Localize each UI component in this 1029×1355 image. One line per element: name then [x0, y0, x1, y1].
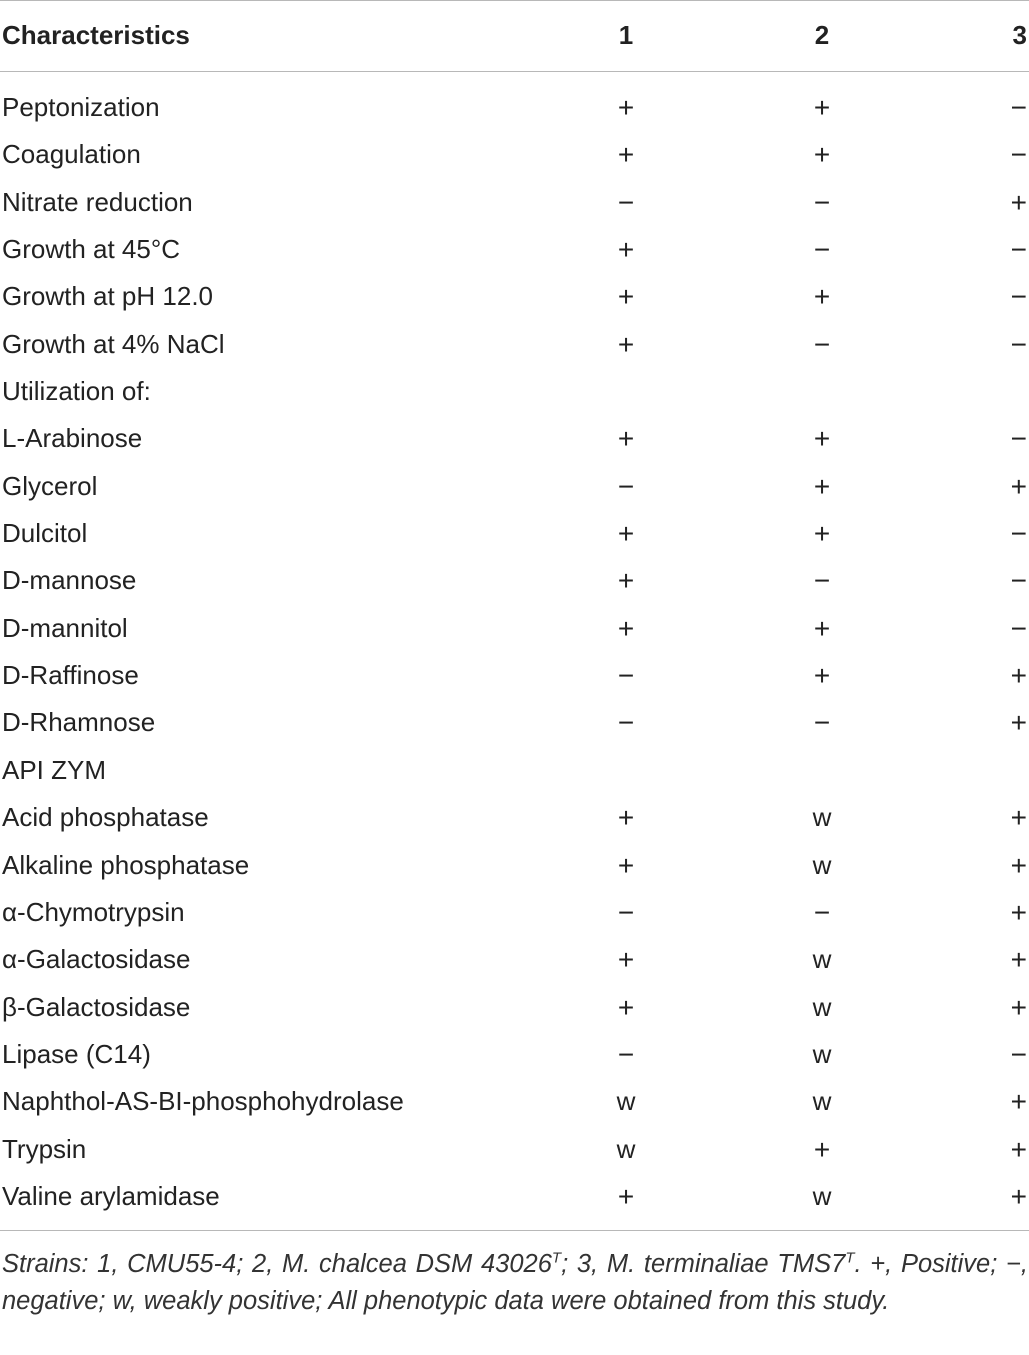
row-characteristic: α-Galactosidase [2, 944, 191, 975]
row-strain-2-value: w [812, 944, 832, 975]
table-row [0, 936, 1029, 983]
row-strain-1-value: + [617, 802, 635, 834]
table-row [0, 179, 1029, 226]
row-characteristic: Acid phosphatase [2, 802, 209, 833]
footnote-sup2: T [845, 1249, 855, 1267]
row-strain-3-value: + [1010, 470, 1027, 502]
row-strain-1-value: + [617, 944, 635, 976]
footnote-part2: ; 3, M. terminaliae TMS7 [561, 1250, 846, 1278]
row-strain-2-value: − [813, 328, 831, 360]
row-strain-3-value: + [1010, 991, 1027, 1023]
table-row [0, 463, 1029, 510]
row-characteristic: D-Raffinose [2, 660, 139, 691]
row-strain-1-value: + [617, 281, 635, 313]
row-characteristic: API ZYM [2, 754, 107, 785]
row-characteristic: Growth at 45°C [2, 234, 181, 265]
row-strain-2-value: w [812, 802, 832, 833]
row-strain-1-value: + [617, 139, 635, 171]
row-strain-3-value: − [1010, 565, 1027, 597]
row-strain-3-value: + [1010, 660, 1027, 692]
row-strain-2-value: + [813, 139, 831, 171]
table-row [0, 889, 1029, 936]
row-strain-3-value: − [1010, 92, 1027, 123]
row-strain-3-value: + [1010, 802, 1027, 834]
row-characteristic: Growth at pH 12.0 [2, 281, 213, 312]
row-strain-3-value: − [1010, 423, 1027, 455]
row-strain-3-value: + [1010, 1086, 1027, 1118]
row-strain-2-value: − [813, 186, 831, 218]
row-strain-3-value: + [1010, 849, 1027, 881]
row-strain-1-value: − [617, 470, 635, 502]
row-characteristic: β-Galactosidase [2, 991, 191, 1022]
table-row [0, 1078, 1029, 1125]
header-strain-1: 1 [618, 20, 634, 50]
row-characteristic: L-Arabinose [2, 423, 143, 454]
row-strain-1-value: + [617, 92, 635, 123]
row-strain-1-value: − [617, 1038, 635, 1070]
row-strain-2-value: − [813, 234, 831, 266]
row-strain-2-value: − [813, 565, 831, 597]
footnote-part1: Strains: 1, CMU55-4; 2, M. chalcea DSM 43026 [2, 1250, 552, 1278]
table-row [0, 1031, 1029, 1078]
row-strain-1-value: + [617, 234, 635, 266]
table-row [0, 226, 1029, 273]
table-row [0, 84, 1029, 131]
row-strain-3-value: + [1010, 1133, 1027, 1165]
table-row [0, 747, 1029, 794]
row-strain-1-value: + [617, 849, 635, 881]
row-strain-3-value: + [1010, 1180, 1027, 1212]
table-row [0, 131, 1029, 178]
row-strain-2-value: + [813, 470, 831, 502]
row-strain-2-value: + [813, 281, 831, 313]
table-row [0, 1173, 1029, 1220]
row-strain-1-value: − [617, 660, 635, 692]
row-strain-1-value: + [617, 1180, 635, 1212]
row-strain-3-value: + [1010, 896, 1027, 928]
row-strain-1-value: + [617, 991, 635, 1023]
table-row [0, 415, 1029, 462]
row-strain-2-value: − [813, 896, 831, 928]
header-strain-2: 2 [814, 20, 830, 50]
row-strain-1-value: + [617, 518, 635, 550]
row-characteristic: Alkaline phosphatase [2, 849, 250, 880]
table-bottom-rule [0, 1230, 1029, 1231]
row-strain-1-value: + [617, 328, 635, 360]
row-characteristic: Nitrate reduction [2, 186, 193, 217]
row-strain-1-value: − [617, 707, 635, 739]
row-characteristic: Dulcitol [2, 518, 88, 549]
table-footnote [2, 1246, 1028, 1320]
row-strain-3-value: − [1010, 518, 1027, 550]
table-header [0, 0, 1029, 71]
table-row [0, 842, 1029, 889]
footnote-sup1: T [551, 1249, 562, 1267]
row-strain-2-value: w [812, 991, 832, 1022]
table-row [0, 510, 1029, 557]
row-strain-2-value: + [813, 92, 831, 123]
table-row [0, 605, 1029, 652]
row-strain-2-value: + [813, 660, 831, 692]
row-characteristic: Coagulation [2, 139, 141, 170]
row-strain-3-value: − [1010, 328, 1027, 360]
row-characteristic: D-mannitol [2, 612, 128, 643]
row-strain-3-value: − [1010, 234, 1027, 266]
row-characteristic: D-Rhamnose [2, 707, 156, 738]
table-row [0, 699, 1029, 746]
table-row [0, 984, 1029, 1031]
table-row [0, 321, 1029, 368]
row-strain-2-value: − [813, 707, 831, 739]
header-characteristics: Characteristics [2, 20, 190, 50]
row-characteristic: Growth at 4% NaCl [2, 328, 225, 359]
row-characteristic: α-Chymotrypsin [2, 896, 185, 927]
table-header-rule [0, 71, 1029, 72]
row-strain-3-value: − [1010, 612, 1027, 644]
table-row [0, 652, 1029, 699]
row-strain-1-value: + [617, 565, 635, 597]
row-strain-3-value: − [1010, 281, 1027, 313]
row-strain-2-value: w [812, 1086, 832, 1117]
row-strain-2-value: + [813, 612, 831, 644]
table-row [0, 557, 1029, 604]
footnote-part3: . +, Positive; −, negative; w, weakly positive; All phenotypic data were obtained from this study. [2, 1250, 1029, 1315]
row-strain-2-value: + [813, 518, 831, 550]
row-characteristic: Peptonization [2, 92, 160, 122]
row-strain-2-value: w [812, 1038, 832, 1069]
table-body [0, 84, 1029, 1220]
row-characteristic: Trypsin [2, 1133, 87, 1164]
row-characteristic: Naphthol-AS-BI-phosphohydrolase [2, 1086, 404, 1117]
table-row [0, 273, 1029, 320]
row-strain-1-value: − [617, 186, 635, 218]
row-strain-1-value: w [616, 1086, 636, 1117]
row-strain-1-value: + [617, 612, 635, 644]
row-strain-1-value: w [616, 1133, 636, 1164]
row-characteristic: Utilization of: [2, 376, 151, 407]
row-strain-1-value: + [617, 423, 635, 455]
row-characteristic: Glycerol [2, 470, 98, 501]
table-row [0, 1126, 1029, 1173]
row-strain-3-value: + [1010, 707, 1027, 739]
row-characteristic: Lipase (C14) [2, 1038, 151, 1069]
row-strain-3-value: + [1010, 186, 1027, 218]
row-strain-1-value: − [617, 896, 635, 928]
row-strain-2-value: + [813, 423, 831, 455]
header-strain-3: 3 [1012, 20, 1027, 50]
table-row [0, 794, 1029, 841]
row-characteristic: D-mannose [2, 565, 137, 596]
row-strain-2-value: w [812, 849, 832, 880]
row-strain-3-value: + [1010, 944, 1027, 976]
row-strain-2-value: w [812, 1180, 832, 1211]
row-characteristic: Valine arylamidase [2, 1180, 220, 1211]
table-row [0, 368, 1029, 415]
row-strain-3-value: − [1010, 1038, 1027, 1070]
row-strain-3-value: − [1010, 139, 1027, 171]
row-strain-2-value: + [813, 1133, 831, 1165]
